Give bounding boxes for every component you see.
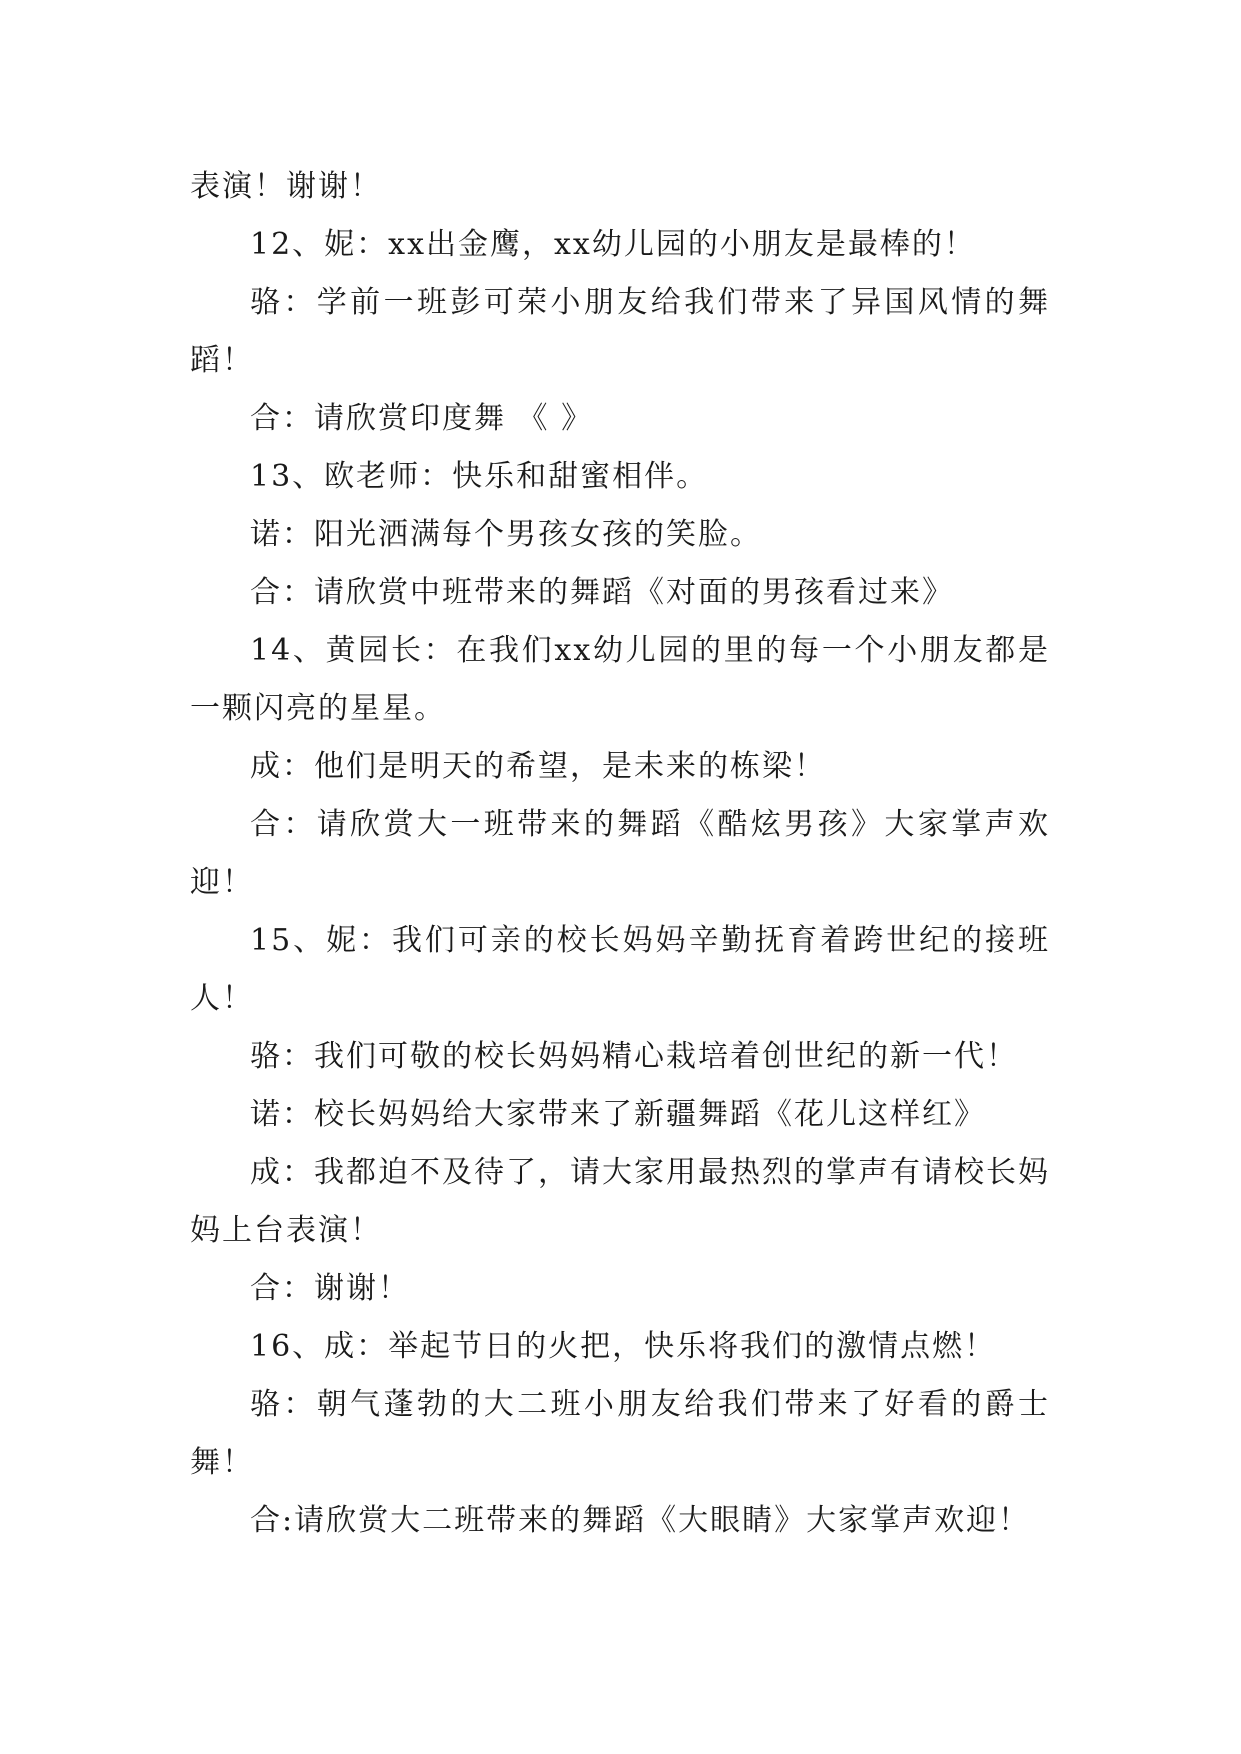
paragraph-13-ou: 13、欧老师：快乐和甜蜜相伴。 bbox=[250, 459, 709, 494]
paragraph-15-ni: 15、妮：我们可亲的校长妈妈辛勤抚育着跨世纪的接班人！ bbox=[190, 923, 1050, 1016]
paragraph-14-he: 合：请欣赏大一班带来的舞蹈《酷炫男孩》大家掌声欢迎！ bbox=[190, 807, 1050, 900]
paragraph-15-nuo: 诺：校长妈妈给大家带来了新疆舞蹈《花儿这样红》 bbox=[250, 1097, 986, 1132]
paragraph-15-he: 合：谢谢！ bbox=[250, 1271, 410, 1306]
document-body bbox=[190, 158, 1050, 1550]
paragraph-continuation: 表演！谢谢！ bbox=[190, 169, 382, 204]
paragraph-12-luo: 骆：学前一班彭可荣小朋友给我们带来了异国风情的舞蹈！ bbox=[190, 285, 1050, 378]
paragraph-16-cheng: 16、成：举起节日的火把，快乐将我们的激情点燃！ bbox=[250, 1329, 997, 1364]
paragraph-13-nuo: 诺：阳光洒满每个男孩女孩的笑脸。 bbox=[250, 517, 762, 552]
paragraph-12-ni: 12、妮：xx出金鹰，xx幼儿园的小朋友是最棒的！ bbox=[250, 227, 976, 262]
paragraph-16-he: 合:请欣赏大二班带来的舞蹈《大眼睛》大家掌声欢迎！ bbox=[250, 1503, 1031, 1538]
paragraph-15-luo: 骆：我们可敬的校长妈妈精心栽培着创世纪的新一代！ bbox=[250, 1039, 1018, 1074]
paragraph-14-huang: 14、黄园长：在我们xx幼儿园的里的每一个小朋友都是一颗闪亮的星星。 bbox=[190, 633, 1050, 726]
paragraph-12-he: 合：请欣赏印度舞 《 》 bbox=[250, 401, 594, 436]
paragraph-14-cheng: 成：他们是明天的希望，是未来的栋梁！ bbox=[250, 749, 826, 784]
paragraph-16-luo: 骆：朝气蓬勃的大二班小朋友给我们带来了好看的爵士舞！ bbox=[190, 1387, 1050, 1480]
paragraph-13-he: 合：请欣赏中班带来的舞蹈《对面的男孩看过来》 bbox=[250, 575, 954, 610]
paragraph-15-cheng: 成：我都迫不及待了，请大家用最热烈的掌声有请校长妈妈上台表演！ bbox=[190, 1155, 1050, 1248]
